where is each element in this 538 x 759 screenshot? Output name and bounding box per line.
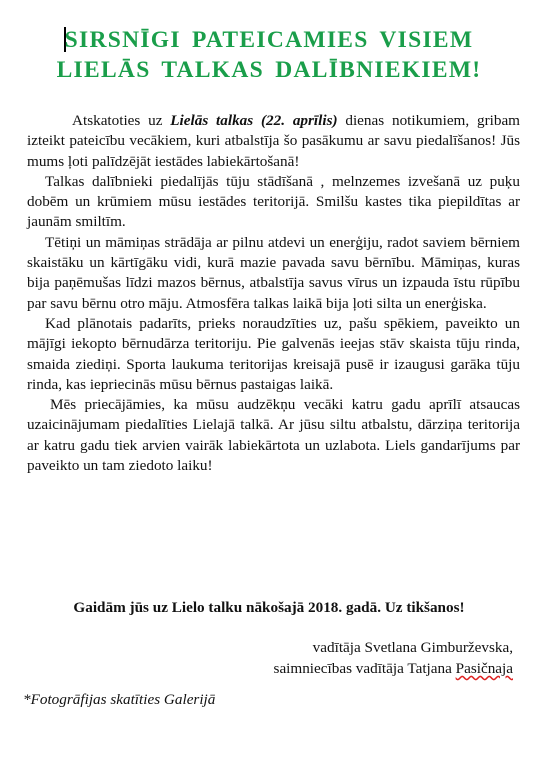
closing-line: Gaidām jūs uz Lielo talku nākošajā 2018. gadā. Uz tikšanos! xyxy=(73,599,465,616)
title-line-1: SIRSNĪGI PATEICAMIES VISIEM xyxy=(64,27,474,53)
paragraph-5: Mēs priecājāmies, ka mūsu audzēkņu vecāki katru gadu aprīlī atsaucas uzaicinājumam piedalīties Lielajā talkā. Ar jūsu siltu atbalstu, dārziņa teritorija ar katru gadu tiek arvien vairāk labiekārtota un uzlabota. Liels gandarījums par paveikto un tam ziedoto laiku! xyxy=(27,396,520,475)
signature-manager xyxy=(274,659,513,679)
paragraph-1-start: Atskatoties uz xyxy=(72,112,171,129)
gallery-note: *Fotogrāfijas skatīties Galerijā xyxy=(23,691,216,708)
paragraph-2: Talkas dalībnieki piedalījās tūju stādīšanā , melnzemes izvešanā uz puķu dobēm un krūmiem mūsu iestādes teritorijā. Smilšu kastes tika piepildītas ar jaunām smiltīm. xyxy=(27,172,520,231)
paragraph-4: Kad plānotais padarīts, prieks noraudzīties uz, pašu spēkiem, paveikto un mājīgi iekopto bērnudārza teritoriju. Pie galvenās ieejas stāv skaista tūju rinda, smaida ziediņi. Sporta laukuma teritorijas kreisajā pusē ir izaugusi garāka tūju rinda, kas iepriecinās mūsu bērnus pastaigas laikā. xyxy=(27,314,520,393)
body-text xyxy=(27,111,520,476)
title-line-2: LIELĀS TALKAS DALĪBNIEKIEM! xyxy=(56,57,482,83)
paragraph-1 xyxy=(27,111,520,172)
event-name-bold: Lielās talkas (22. aprīlis) xyxy=(170,112,338,129)
paragraph-3: Tētiņi un māmiņas strādāja ar pilnu atdevi un enerģiju, radot saviem bērniem skaistāku un kārtīgāku vidi, kurā mazie pavada savu bērnību. Māmiņas, kuras bija paņēmušas līdzi mazos bērnus, atbalstīja savus vīrus un izpauda īstu rūpību par savu bērnu otro māju. Atmosfēra talkas laikā bija ļoti silta un enerģiska. xyxy=(27,233,520,312)
signature-director: vadītāja Svetlana Gimburževska, xyxy=(312,639,513,656)
signature-manager-surname: Pasičnaja xyxy=(455,660,513,677)
signature-manager-role: saimniecības vadītāja Tatjana xyxy=(273,660,456,677)
paragraph-1-rest: dienas notikumiem, gribam izteikt pateicību vecākiem, kuri atbalstīja šo pasākumu ar savu piedalīšanos! Jūs mums ļoti palīdzējāt iestādes labiekārtošanā! xyxy=(27,112,520,170)
